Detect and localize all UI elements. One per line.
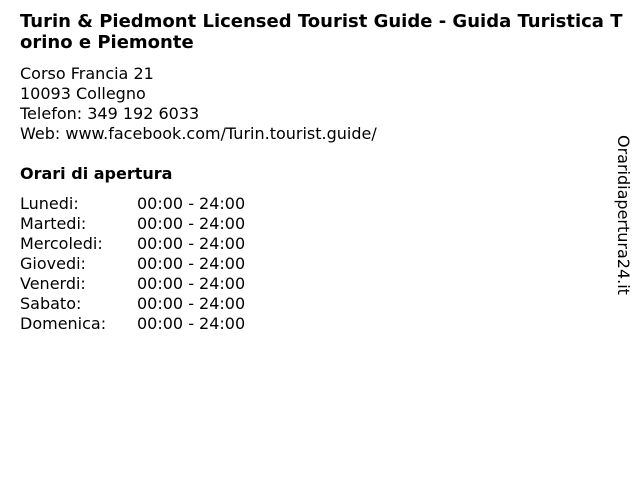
day-label: Venerdi: xyxy=(20,274,86,293)
day-label: Sabato: xyxy=(20,294,82,313)
site-watermark: Oraridiapertura24.it xyxy=(614,135,633,295)
day-label: Mercoledi: xyxy=(20,234,103,253)
time-range: 00:00 - 24:00 xyxy=(137,194,246,213)
website: Web: www.facebook.com/Turin.tourist.guide/ xyxy=(20,124,377,143)
time-range: 00:00 - 24:00 xyxy=(137,254,246,273)
city-postcode: 10093 Collegno xyxy=(20,84,146,103)
day-label: Lunedi: xyxy=(20,194,79,213)
time-range: 00:00 - 24:00 xyxy=(137,234,246,253)
day-label: Giovedi: xyxy=(20,254,86,273)
opening-hours-heading: Orari di apertura xyxy=(20,164,173,183)
page-title: Turin & Piedmont Licensed Tourist Guide - Guida Turistica Torino e Piemonte xyxy=(20,11,623,53)
street-address: Corso Francia 21 xyxy=(20,64,154,83)
time-range: 00:00 - 24:00 xyxy=(137,214,246,233)
time-range: 00:00 - 24:00 xyxy=(137,294,246,313)
time-range: 00:00 - 24:00 xyxy=(137,274,246,293)
day-label: Martedi: xyxy=(20,214,87,233)
day-label: Domenica: xyxy=(20,314,107,333)
time-range: 00:00 - 24:00 xyxy=(137,314,246,333)
address-block xyxy=(20,64,377,144)
phone-number: Telefon: 349 192 6033 xyxy=(20,104,200,123)
